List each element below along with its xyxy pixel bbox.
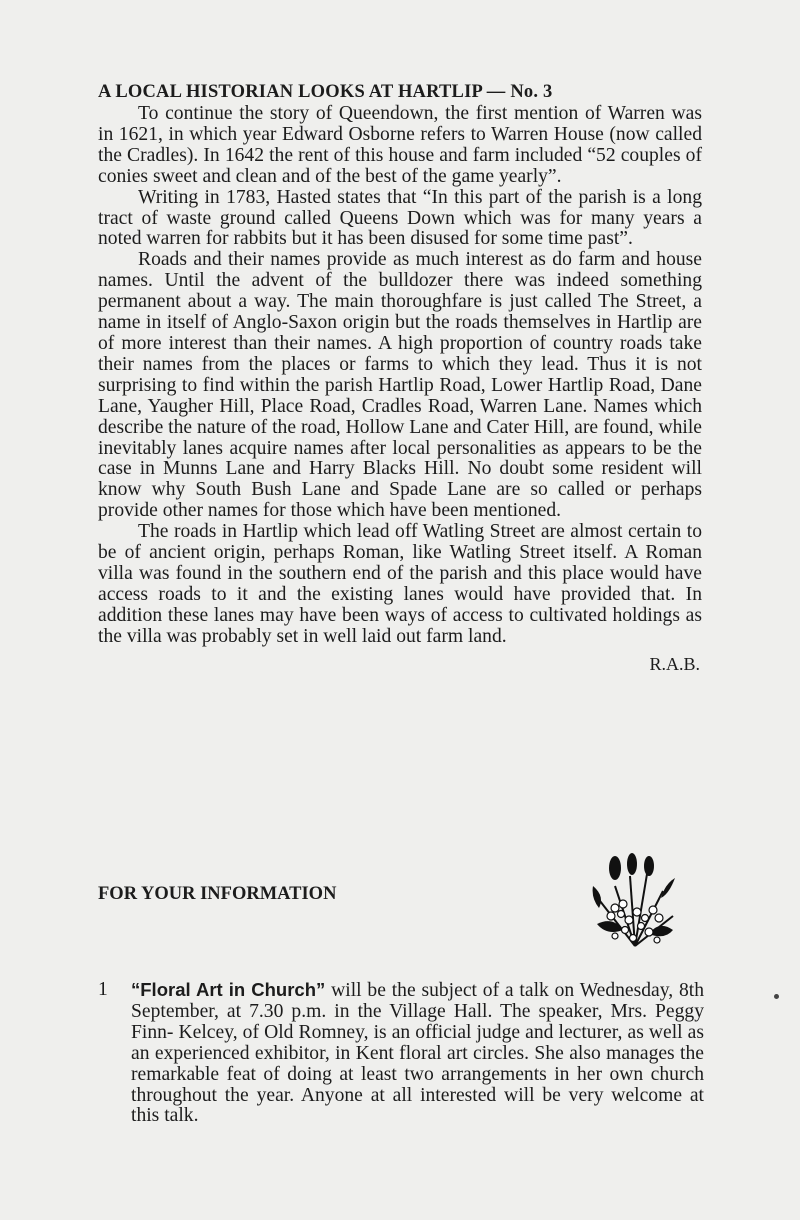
item-body bbox=[131, 980, 704, 1127]
article-title: A LOCAL HISTORIAN LOOKS AT HARTLIP — No. 3 bbox=[98, 82, 553, 102]
item-number: 1 bbox=[98, 979, 108, 1000]
article-paragraph-4: The roads in Hartlip which lead off Watling Street are almost certain to be of ancient origin, perhaps Roman, like Watling Street itself. A Roman villa was found in the southern end of the parish and this place would have access roads to it and the existing lanes would have provided that. In addition these lanes may have been ways of access to cultivated holdings as the villa was probably set in well laid out farm land. bbox=[98, 521, 702, 647]
article-paragraph-3: Roads and their names provide as much interest as do farm and house names. Until the advent of the bulldozer there was indeed something permanent about a way. The main thoroughfare is just called The Street, a name in itself of Anglo-Saxon origin but the roads themselves in Hartlip are of more interest than their names. A high proportion of country roads take their names from the places or farms to which they lead. Thus it is not surprising to find within the parish Hartlip Road, Lower Hartlip Road, Dane Lane, Yaugher Hill, Place Road, Cradles Road, Warren Lane. Names which describe the nature of the road, Hollow Lane and Cater Hill, are found, while inevitably lanes acquire names after local personalities as appears to be the case in Munns Lane and Harry Blacks Hill. No doubt some resident will know why South Bush Lane and Spade Lane are so called or perhaps provide other names for those which have been mentioned. bbox=[98, 249, 702, 522]
stray-mark bbox=[774, 994, 779, 999]
item-text: will be the subject of a talk on Wednesday, 8th September, at 7.30 p.m. in the Village Hall. The speaker, Mrs. Peggy Finn- Kelcey, of Old Romney, is an official judge and lecturer, as well as an experienced exhibitor, in Kent floral art circles. She also manages the remarkable feat of doing at least two arrangements in her own church throughout the year. Anyone at all interested will be very welcome at this talk. bbox=[131, 980, 705, 1127]
item-title: “Floral Art in Church” bbox=[131, 979, 326, 1000]
article-paragraph-1: To continue the story of Queendown, the first mention of Warren was in 1621, in which year Edward Osborne refers to Warren House (now called the Cradles). In 1642 the rent of this house and farm included “52 couples of conies sweet and clean and of the best of the game yearly”. bbox=[98, 103, 702, 187]
article-signature: R.A.B. bbox=[649, 653, 700, 674]
historian-article bbox=[98, 80, 702, 675]
info-heading: FOR YOUR INFORMATION bbox=[98, 884, 337, 904]
article-paragraph-2: Writing in 1783, Hasted states that “In this part of the parish is a long tract of waste ground called Queens Down which was for many years a noted warren for rabbits but it has been disused for some time past”. bbox=[98, 186, 702, 250]
info-item-1 bbox=[98, 980, 704, 1127]
flower-bouquet-icon bbox=[585, 846, 685, 956]
